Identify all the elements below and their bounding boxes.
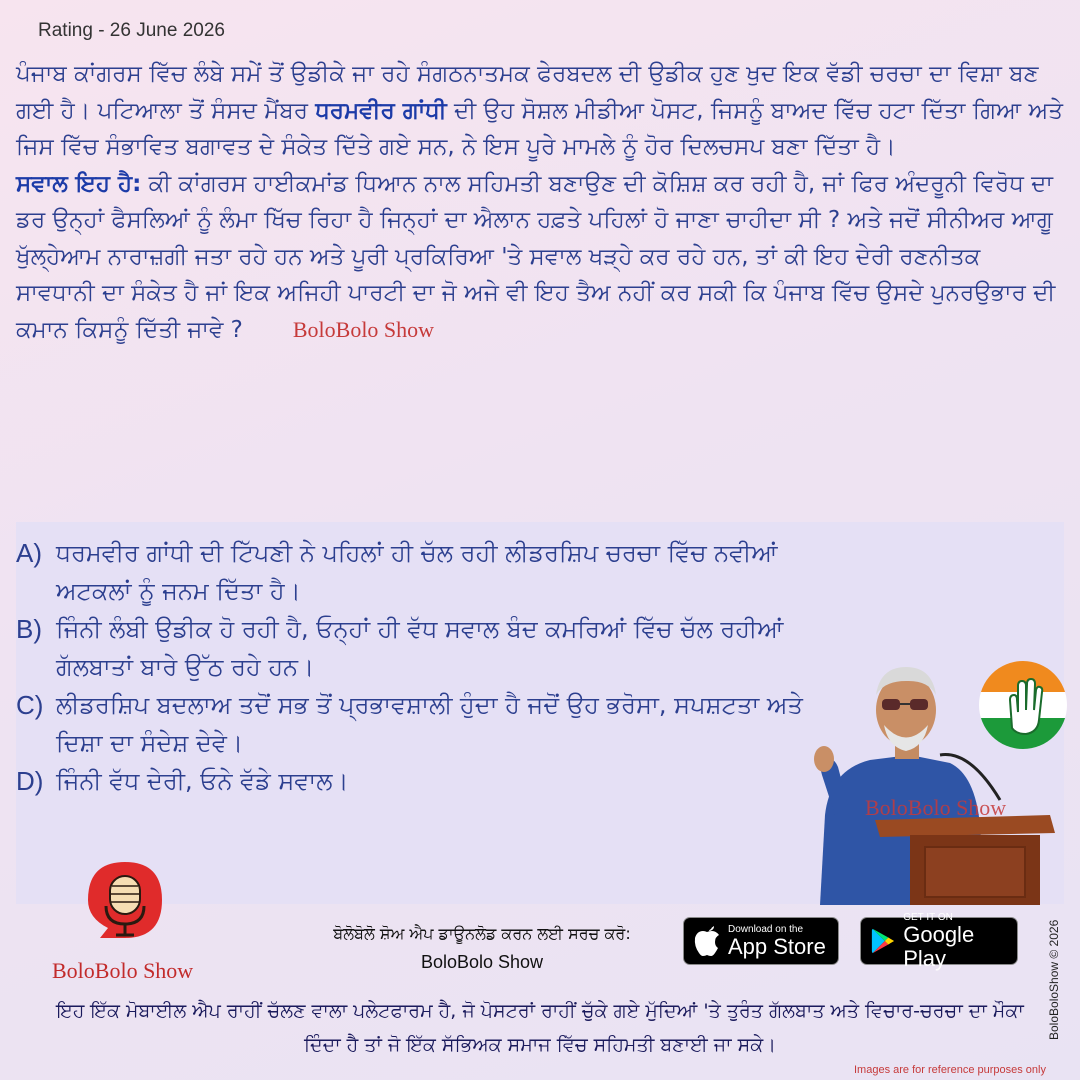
google-play-icon (871, 926, 895, 956)
copyright-credit: BoloBoloShow © 2026 (1047, 919, 1061, 1040)
intro-text-1: ਪੰਜਾਬ ਕਾਂਗਰਸ ਵਿੱਚ ਲੰਬੇ ਸਮੇਂ ਤੋਂ ਉਡੀਕੇ ਜਾ ਰਹੇ ਸੰਗਠਨਾਤਮਕ ਫੇਰਬਦਲ ਦੀ ਉਡੀਕ ਹੁਣ ਖੁਦ ਇਕ ਵੱਡੀ ਚਰਚਾ ਦਾ ਵਿਸ਼ਾ ਬਣ ਗਈ ਹੈ। ਪਟਿਆਲਾ ਤੋਂ ਸੰਸਦ ਮੈਂਬਰ (16, 61, 1039, 124)
image-disclaimer: Images are for reference purposes only (854, 1064, 1046, 1076)
search-prompt-text: ਬੋਲੋਬੋਲੋ ਸ਼ੋਅ ਐਪ ਡਾਊਨਲੋਡ ਕਰਨ ਲਈ ਸਰਚ ਕਰੋ: (333, 924, 631, 943)
platform-description: ਇਹ ਇੱਕ ਮੋਬਾਈਲ ਐਪ ਰਾਹੀਂ ਚੱਲਣ ਵਾਲਾ ਪਲੇਟਫਾਰਮ ਹੈ, ਜੋ ਪੋਸਟਰਾਂ ਰਾਹੀਂ ਚੁੱਕੇ ਗਏ ਮੁੱਦਿਆਂ 'ਤੇ ਤੁਰੰਤ ਗੱਲਬਾਤ ਅਤੇ ਵਿਚਾਰ-ਚਰਚਾ ਦਾ ਮੌਕਾ ਦਿੰਦਾ ਹੈ ਤਾਂ ਜੋ ਇੱਕ ਸੱਭਿਅਕ ਸਮਾਜ ਵਿੱਚ ਸਹਿਮਤੀ ਬਣਾਈ ਜਾ ਸਕੇ। (56, 1000, 1024, 1056)
option-c[interactable] (16, 686, 816, 762)
google-play-big-text: Google Play (903, 921, 975, 971)
option-b[interactable] (16, 610, 816, 686)
speaker-watermark: BoloBolo Show (865, 795, 1007, 820)
option-d[interactable] (16, 762, 816, 800)
intro-bold-name: ਧਰਮਵੀਰ ਗਾਂਧੀ (315, 97, 447, 124)
intro-paragraph (16, 56, 1066, 348)
search-prompt (302, 920, 662, 976)
option-text: ਜਿੰਨੀ ਵੱਧ ਦੇਰੀ, ਓਨੇ ਵੱਡੇ ਸਵਾਲ। (56, 767, 349, 795)
google-play-small-text: GET IT ON (903, 911, 953, 923)
option-letter: B) (16, 614, 42, 644)
rating-date: Rating - 26 June 2026 (38, 20, 225, 41)
app-store-small-text: Download on the (728, 923, 804, 935)
option-a[interactable] (16, 534, 816, 610)
intro-text-2: ਦੀ ਉਹ ਸੋਸ਼ਲ ਮੀਡੀਆ ਪੋਸਟ, ਜਿਸਨੂੰ ਬਾਅਦ ਵਿੱਚ ਹਟਾ ਦਿੱਤਾ ਗਿਆ ਅਤੇ ਜਿਸ ਵਿੱਚ ਸੰਭਾਵਿਤ ਬਗਾਵਤ ਦੇ ਸੰਕੇਤ ਦਿੱਤੇ ਗਏ ਸਨ, ਨੇ ਇਸ ਪੂਰੇ ਮਾਮਲੇ ਨੂੰ ਹੋਰ ਦਿਲਚਸਪ ਬਣਾ ਦਿੱਤਾ ਹੈ। (16, 97, 1063, 160)
app-store-big-text: App Store (728, 933, 826, 959)
option-letter: C) (16, 690, 44, 720)
question-text: ਕੀ ਕਾਂਗਰਸ ਹਾਈਕਮਾਂਡ ਧਿਆਨ ਨਾਲ ਸਹਿਮਤੀ ਬਣਾਉਣ ਦੀ ਕੋਸ਼ਿਸ਼ ਕਰ ਰਹੀ ਹੈ, ਜਾਂ ਫਿਰ ਅੰਦਰੂਨੀ ਵਿਰੋਧ ਦਾ ਡਰ ਉਨ੍ਹਾਂ ਫੈਸਲਿਆਂ ਨੂੰ ਲੰਮਾ ਖਿੱਚ ਰਿਹਾ ਹੈ ਜਿਨ੍ਹਾਂ ਦਾ ਐਲਾਨ ਹਫ਼ਤੇ ਪਹਿਲਾਂ ਹੋ ਜਾਣਾ ਚਾਹੀਦਾ ਸੀ ? ਅਤੇ ਜਦੋਂ ਸੀਨੀਅਰ ਆਗੂ ਖੁੱਲ੍ਹੇਆਮ ਨਾਰਾਜ਼ਗੀ ਜਤਾ ਰਹੇ ਹਨ ਅਤੇ ਪੂਰੀ ਪ੍ਰਕਿਰਿਆ 'ਤੇ ਸਵਾਲ ਖੜ੍ਹੇ ਕਰ ਰਹੇ ਹਨ, ਤਾਂ ਕੀ ਇਹ ਦੇਰੀ ਰਣਨੀਤਕ ਸਾਵਧਾਨੀ ਦਾ ਸੰਕੇਤ ਹੈ ਜਾਂ ਇਕ ਅਜਿਹੀ ਪਾਰਟੀ ਦਾ ਜੋ ਅਜੇ ਵੀ ਇਹ ਤੈਅ ਨਹੀਂ ਕਰ ਸਕੀ ਕਿ ਪੰਜਾਬ ਵਿੱਚ ਉਸਦੇ ਪੁਨਰਉਭਾਰ ਦੀ ਕਮਾਨ ਕਿਸਨੂੰ ਦਿੱਤੀ ਜਾਵੇ ? (16, 170, 1056, 343)
option-text: ਧਰਮਵੀਰ ਗਾਂਧੀ ਦੀ ਟਿੱਪਣੀ ਨੇ ਪਹਿਲਾਂ ਹੀ ਚੱਲ ਰਹੀ ਲੀਡਰਸ਼ਿਪ ਚਰਚਾ ਵਿੱਚ ਨਵੀਆਂ ਅਟਕਲਾਂ ਨੂੰ ਜਨਮ ਦਿੱਤਾ ਹੈ। (56, 539, 778, 605)
intro-watermark: BoloBolo Show (292, 316, 435, 342)
apple-icon (694, 926, 720, 956)
question-label: ਸਵਾਲ ਇਹ ਹੈ: (16, 170, 142, 197)
google-play-button[interactable] (860, 911, 1018, 971)
option-letter: D) (16, 766, 44, 796)
option-letter: A) (16, 538, 42, 568)
microphone-chat-icon (80, 858, 170, 948)
congress-hand-logo (978, 660, 1068, 750)
app-name: BoloBolo Show (420, 952, 544, 972)
footer-brand-name: BoloBolo Show (52, 958, 194, 983)
option-text: ਲੀਡਰਸ਼ਿਪ ਬਦਲਾਅ ਤਦੋਂ ਸਭ ਤੋਂ ਪ੍ਰਭਾਵਸ਼ਾਲੀ ਹੁੰਦਾ ਹੈ ਜਦੋਂ ਉਹ ਭਰੋਸਾ, ਸਪਸ਼ਟਤਾ ਅਤੇ ਦਿਸ਼ਾ ਦਾ ਸੰਦੇਸ਼ ਦੇਵੇ। (56, 691, 803, 757)
options-list (16, 534, 816, 800)
app-store-button[interactable] (683, 917, 839, 965)
option-text: ਜਿੰਨੀ ਲੰਬੀ ਉਡੀਕ ਹੋ ਰਹੀ ਹੈ, ਓਨ੍ਹਾਂ ਹੀ ਵੱਧ ਸਵਾਲ ਬੰਦ ਕਮਰਿਆਂ ਵਿੱਚ ਚੱਲ ਰਹੀਆਂ ਗੱਲਬਾਤਾਂ ਬਾਰੇ ਉੱਠ ਰਹੇ ਹਨ। (56, 615, 784, 681)
